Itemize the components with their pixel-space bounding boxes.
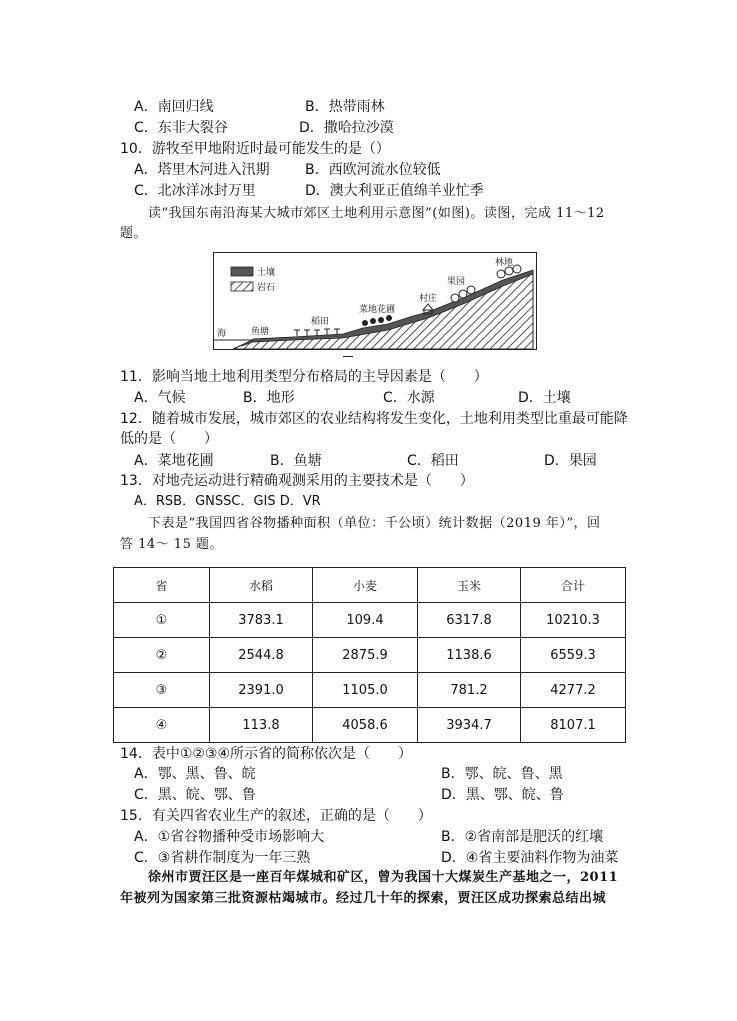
q14-option-a: A．鄂、黑、鲁、皖: [134, 766, 256, 782]
table-cell: 2391.0: [210, 673, 313, 708]
table-cell: 1138.6: [418, 638, 521, 673]
table-cell: 781.2: [418, 673, 521, 708]
q15-option-b: B．②省南部是肥沃的红壤: [441, 829, 604, 845]
table-cell: 109.4: [313, 603, 418, 638]
land-use-diagram: [213, 252, 537, 350]
label-fishpond: 鱼塘: [251, 327, 270, 337]
q12-option-a: A．菜地花圃: [134, 453, 214, 469]
grain-area-table: [113, 567, 626, 743]
q10-option-b: B．西欧河流水位较低: [305, 162, 441, 178]
table-cell: 113.8: [210, 708, 313, 743]
table-row: [114, 673, 626, 708]
table-cell: 2875.9: [313, 638, 418, 673]
table-header: 玉米: [418, 568, 521, 603]
table-row: [114, 638, 626, 673]
q9-option-c: C．东非大裂谷: [134, 120, 228, 136]
table-row: [114, 708, 626, 743]
q10-option-a: A．塔里木河进入汛期: [134, 162, 270, 178]
label-orchard: 果园: [447, 277, 466, 287]
table-cell: 1105.0: [313, 673, 418, 708]
q9-option-d: D．撒哈拉沙漠: [299, 120, 394, 136]
legend-soil-swatch: [231, 267, 253, 276]
table-cell: 3934.7: [418, 708, 521, 743]
q11-option-c: C．水源: [383, 390, 435, 406]
q12-option-b: B．鱼塘: [270, 453, 322, 469]
label-village: 村庄: [419, 294, 438, 304]
q9-option-a: A．南回归线: [134, 99, 214, 115]
intro-11-12-line1: 读“我国东南沿海某大城市郊区土地利用示意图”(如图)。读图，完成 11～12: [148, 206, 605, 221]
q15-option-a: A．①省谷物播种受市场影响大: [134, 829, 325, 845]
table-cell: ③: [114, 673, 210, 708]
table-cell: 10210.3: [521, 603, 626, 638]
label-paddy: 稻田: [311, 317, 330, 327]
table-header: 合计: [521, 568, 626, 603]
table-header-row: [114, 568, 626, 603]
legend-soil-label: 土壤: [257, 268, 276, 278]
table-cell: 4058.6: [313, 708, 418, 743]
passage-line2: 年被列为国家第三批资源枯竭城市。经过几十年的探索，贾汪区成功探索总结出城: [120, 891, 607, 906]
table-cell: 8107.1: [521, 708, 626, 743]
q12-stem-line1: 12．随着城市发展，城市郊区的农业结构将发生变化，土地利用类型比重最可能降: [120, 411, 628, 427]
table-row: [114, 603, 626, 638]
q14-option-d: D．黑、鄂、皖、鲁: [441, 787, 564, 803]
table-header: 小麦: [313, 568, 418, 603]
table-header: 省: [114, 568, 210, 603]
q12-stem-line2: 低的是（ ）: [120, 431, 218, 447]
intro-11-12-line2: 题。: [120, 226, 148, 241]
q11-option-b: B．地形: [243, 390, 295, 406]
q13-stem: 13．对地壳运动进行精确观测采用的主要技术是（ ）: [120, 473, 474, 489]
q13-options: A．RSB．GNSSC．GIS D．VR: [134, 494, 321, 509]
diagram-caption-mark: [343, 356, 353, 357]
table-cell: 6317.8: [418, 603, 521, 638]
table-header: 水稻: [210, 568, 313, 603]
label-forest: 林地: [495, 258, 514, 268]
table-cell: ②: [114, 638, 210, 673]
q10-option-d: D．澳大利亚正值绵羊业忙季: [305, 183, 484, 199]
passage-line1: 徐州市贾汪区是一座百年煤城和矿区，曾为我国十大煤炭生产基地之一，2011: [148, 870, 619, 885]
label-sea: 海: [217, 329, 227, 339]
table-cell: 3783.1: [210, 603, 313, 638]
intro-14-15-line2: 答 14～ 15 题。: [120, 537, 223, 552]
q14-stem: 14．表中①②③④所示省的简称依次是（ ）: [120, 746, 413, 762]
q11-stem: 11．影响当地土地利用类型分布格局的主导因素是（ ）: [120, 369, 488, 385]
q12-option-c: C．稻田: [407, 453, 459, 469]
q14-option-b: B．鄂、皖、鲁、黑: [441, 766, 563, 782]
intro-14-15-line1: 下表是“我国四省谷物播种面积（单位：千公顷）统计数据（2019 年）”，回: [148, 516, 601, 531]
legend-rock-swatch: [231, 282, 253, 291]
q11-option-d: D．土壤: [518, 390, 571, 406]
table-cell: ④: [114, 708, 210, 743]
q15-option-d: D．④省主要油料作物为油菜: [441, 850, 619, 866]
legend-rock-label: 岩石: [257, 283, 276, 293]
q12-option-d: D．果园: [544, 453, 597, 469]
q11-option-a: A．气候: [134, 390, 186, 406]
label-garden: 菜地花圃: [359, 305, 396, 315]
q10-option-c: C．北冰洋冰封万里: [134, 183, 256, 199]
q15-stem: 15．有关四省农业生产的叙述，正确的是（ ）: [120, 808, 432, 824]
table-cell: 4277.2: [521, 673, 626, 708]
table-cell: 2544.8: [210, 638, 313, 673]
table-cell: ①: [114, 603, 210, 638]
q15-option-c: C．③省耕作制度为一年三熟: [134, 850, 311, 866]
q10-stem: 10．游牧至甲地附近时最可能发生的是（）: [120, 141, 390, 157]
q9-option-b: B．热带雨林: [305, 99, 385, 115]
q14-option-c: C．黑、皖、鄂、鲁: [134, 787, 256, 803]
table-cell: 6559.3: [521, 638, 626, 673]
